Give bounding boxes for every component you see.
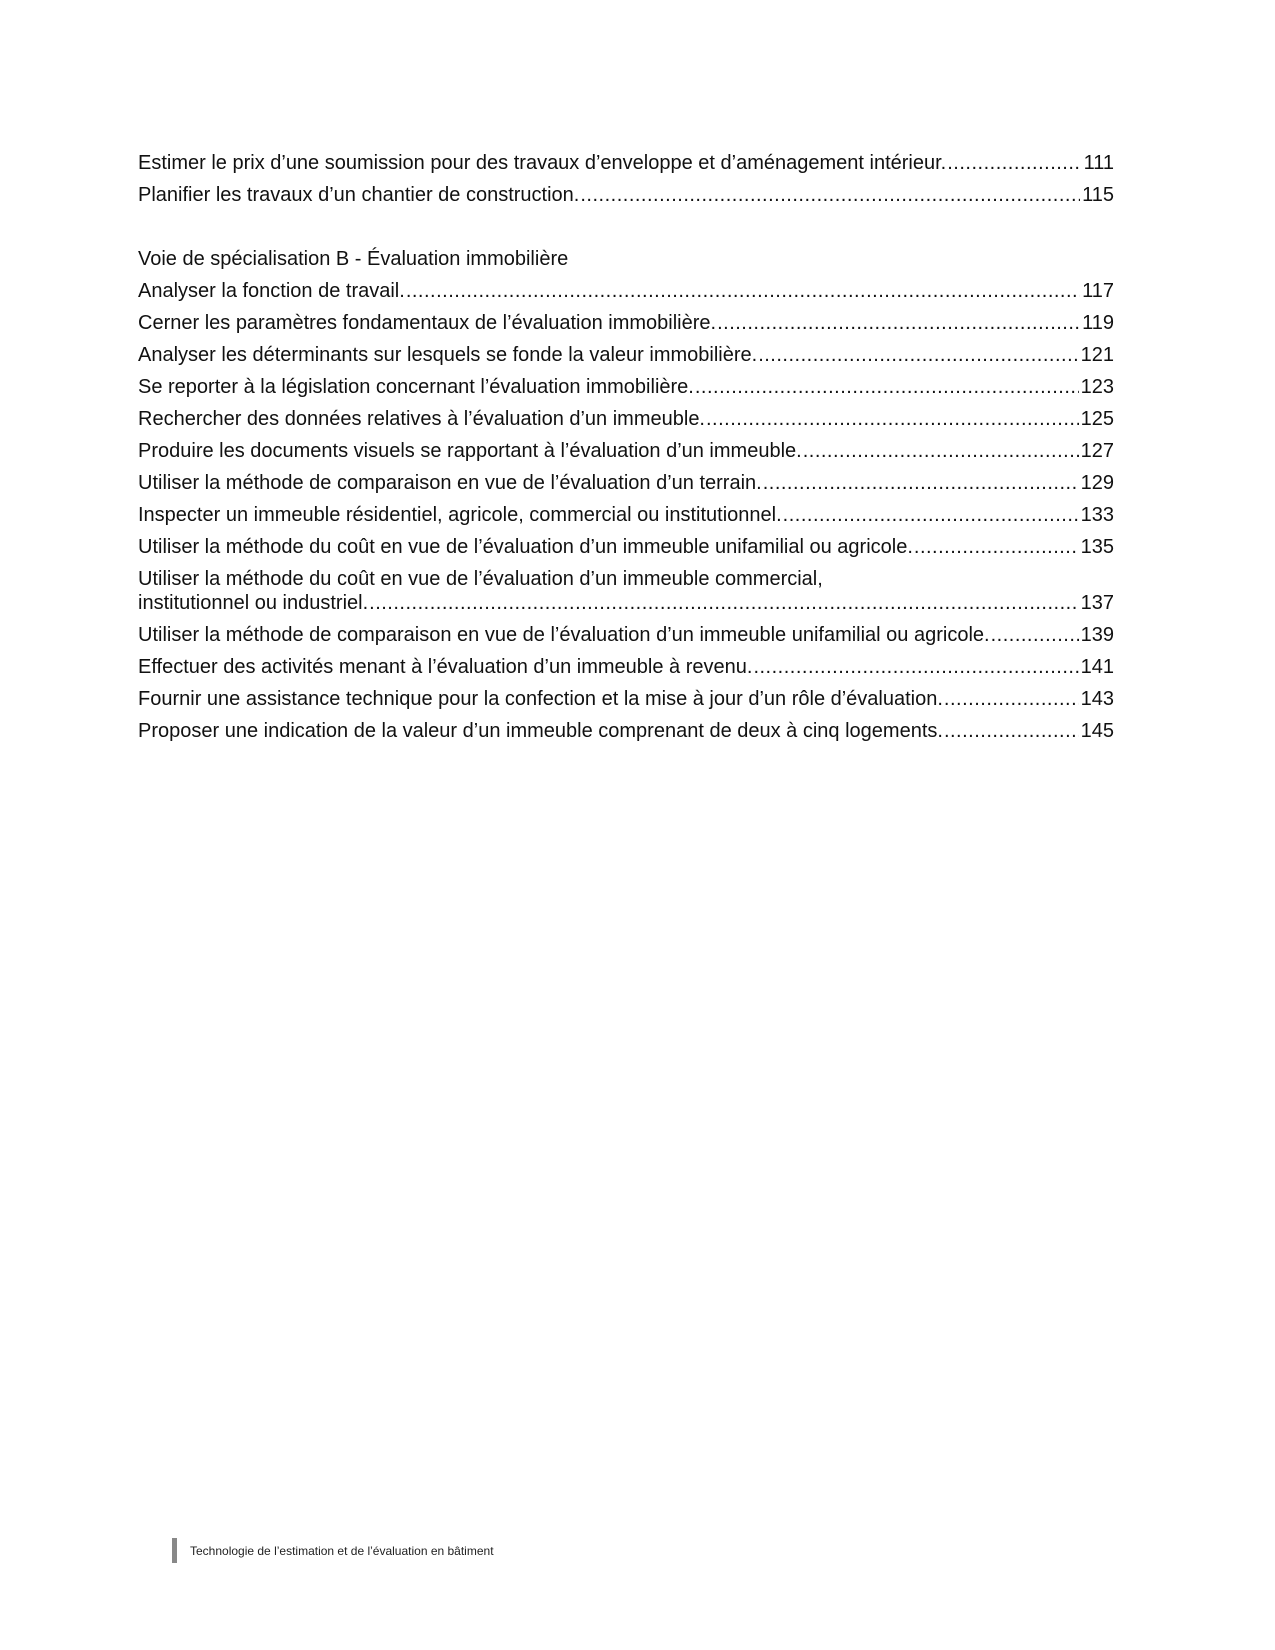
toc-entry[interactable] bbox=[138, 499, 1114, 531]
toc-entry[interactable] bbox=[138, 339, 1114, 371]
toc-entry-label: Analyser la fonction de travail. bbox=[138, 280, 405, 302]
toc-entry-label: Estimer le prix d’une soumission pour des travaux d’enveloppe et d’aménagement intérieur. bbox=[138, 152, 947, 174]
toc-entry-second-row bbox=[138, 591, 1114, 615]
toc-entry-page: 129 bbox=[1080, 472, 1114, 494]
toc-section-heading: Voie de spécialisation B - Évaluation immobilière bbox=[138, 248, 569, 270]
toc-entry-page: 143 bbox=[1080, 688, 1114, 710]
toc-entry[interactable] bbox=[138, 307, 1114, 339]
toc-entry-label: institutionnel ou industriel. bbox=[138, 592, 369, 614]
toc-entry-page: 137 bbox=[1080, 592, 1114, 614]
toc-entry-page: 139 bbox=[1080, 624, 1114, 646]
toc-entry-label: Inspecter un immeuble résidentiel, agricole, commercial ou institutionnel. bbox=[138, 504, 782, 526]
toc-entry-label: Se reporter à la législation concernant l’évaluation immobilière. bbox=[138, 376, 694, 398]
toc-entry[interactable] bbox=[138, 683, 1114, 715]
toc-entry-label: Utiliser la méthode de comparaison en vue de l’évaluation d’un immeuble unifamilial ou agricole. bbox=[138, 624, 990, 646]
toc-entry-label: Utiliser la méthode du coût en vue de l’évaluation d’un immeuble unifamilial ou agricole. bbox=[138, 536, 913, 558]
toc-entry-page: 123 bbox=[1080, 376, 1114, 398]
toc-entry-page: 141 bbox=[1080, 656, 1114, 678]
toc-entry[interactable] bbox=[138, 371, 1114, 403]
table-of-contents bbox=[138, 147, 1114, 747]
toc-entry[interactable] bbox=[138, 563, 1114, 619]
toc-entry-page: 111 bbox=[1083, 152, 1114, 174]
toc-dot-leader bbox=[803, 435, 1079, 467]
toc-dot-leader bbox=[753, 651, 1078, 683]
footer-bar bbox=[172, 1538, 177, 1563]
toc-dot-leader bbox=[695, 371, 1079, 403]
toc-entry-page: 145 bbox=[1080, 720, 1114, 742]
toc-dot-leader bbox=[580, 179, 1080, 211]
toc-dot-leader bbox=[763, 467, 1079, 499]
toc-entry-page: 133 bbox=[1080, 504, 1114, 526]
toc-dot-leader bbox=[947, 147, 1081, 179]
toc-entry-page: 119 bbox=[1082, 312, 1114, 334]
toc-entry-page: 135 bbox=[1080, 536, 1114, 558]
footer-title: Technologie de l’estimation et de l’évaluation en bâtiment bbox=[190, 1543, 494, 1558]
toc-entry-page: 117 bbox=[1082, 280, 1114, 302]
toc-entry-label: Planifier les travaux d’un chantier de construction. bbox=[138, 184, 580, 206]
toc-entry-label: Cerner les paramètres fondamentaux de l’évaluation immobilière. bbox=[138, 312, 717, 334]
page-footer bbox=[172, 1538, 494, 1563]
toc-dot-leader bbox=[944, 715, 1079, 747]
toc-entry-label: Produire les documents visuels se rapportant à l’évaluation d’un immeuble. bbox=[138, 440, 802, 462]
toc-entry[interactable] bbox=[138, 275, 1114, 307]
toc-dot-leader bbox=[991, 619, 1079, 651]
toc-dot-leader bbox=[914, 531, 1079, 563]
toc-entry-label-line1: Utiliser la méthode du coût en vue de l’évaluation d’un immeuble commercial, bbox=[138, 568, 823, 590]
toc-entry[interactable] bbox=[138, 435, 1114, 467]
toc-dot-leader bbox=[944, 683, 1079, 715]
toc-entry[interactable] bbox=[138, 179, 1114, 211]
toc-entry[interactable] bbox=[138, 619, 1114, 651]
toc-dot-leader bbox=[369, 591, 1078, 615]
toc-entry-page: 115 bbox=[1082, 184, 1114, 206]
toc-entry[interactable] bbox=[138, 147, 1114, 179]
toc-entry-page: 121 bbox=[1080, 344, 1114, 366]
toc-dot-leader bbox=[783, 499, 1079, 531]
toc-entry[interactable] bbox=[138, 715, 1114, 747]
toc-entry-label: Utiliser la méthode de comparaison en vue de l’évaluation d’un terrain. bbox=[138, 472, 762, 494]
toc-entry-label: Fournir une assistance technique pour la confection et la mise à jour d’un rôle d’évaluation. bbox=[138, 688, 943, 710]
toc-entry-label: Analyser les déterminants sur lesquels se fonde la valeur immobilière. bbox=[138, 344, 758, 366]
toc-dot-leader bbox=[406, 275, 1080, 307]
toc-dot-leader bbox=[758, 339, 1078, 371]
toc-entry[interactable] bbox=[138, 531, 1114, 563]
toc-entry-label: Effectuer des activités menant à l’évaluation d’un immeuble à revenu. bbox=[138, 656, 753, 678]
toc-entry[interactable] bbox=[138, 403, 1114, 435]
toc-entry-page: 127 bbox=[1080, 440, 1114, 462]
toc-entry[interactable] bbox=[138, 651, 1114, 683]
toc-entry-label: Rechercher des données relatives à l’évaluation d’un immeuble. bbox=[138, 408, 705, 430]
toc-entry[interactable] bbox=[138, 467, 1114, 499]
toc-entry-page: 125 bbox=[1080, 408, 1114, 430]
toc-dot-leader bbox=[706, 403, 1079, 435]
toc-entry-label: Proposer une indication de la valeur d’un immeuble comprenant de deux à cinq logements. bbox=[138, 720, 943, 742]
toc-dot-leader bbox=[717, 307, 1080, 339]
